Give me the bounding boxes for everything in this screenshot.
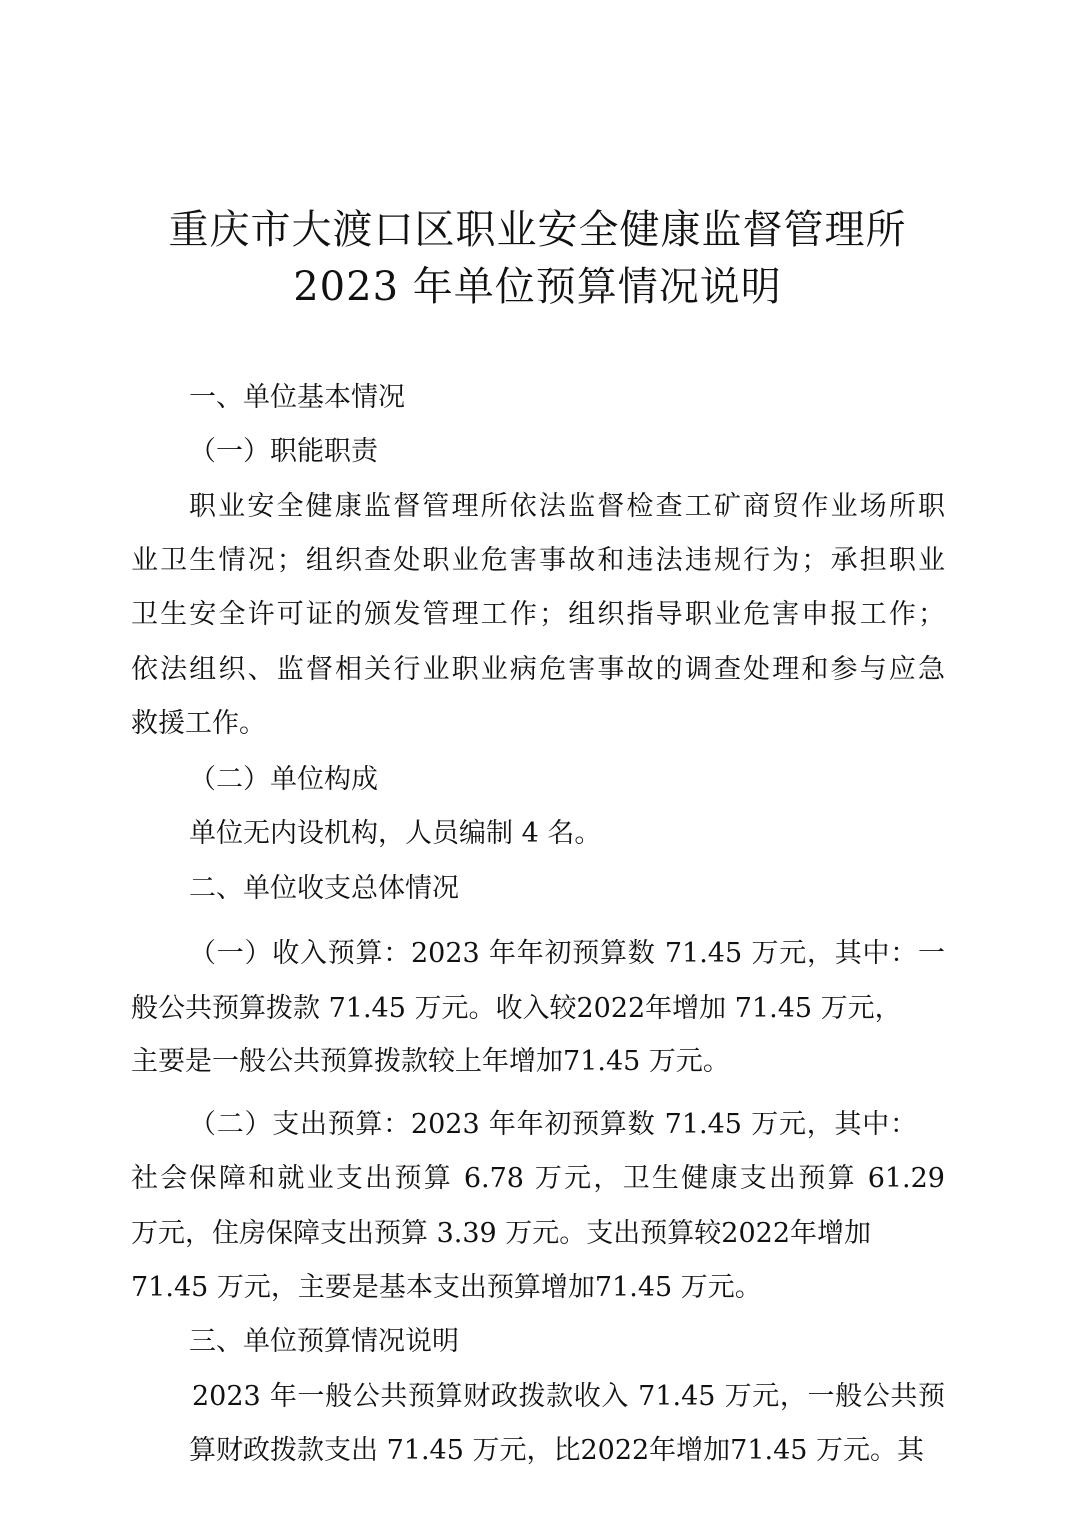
document-title-line-2: 2023 年单位预算情况说明 (293, 264, 782, 310)
subsection-heading: （一）职能职责 (189, 436, 378, 467)
paragraph-line: （二）支出预算：2023 年年初预算数 71.45 万元，其中： (189, 1109, 917, 1140)
paragraph-line: 业卫生情况；组织查处职业危害事故和违法违规行为；承担职业 (131, 545, 945, 576)
paragraph-line: 般公共预算拨款 71.45 万元。收入较2022年增加 71.45 万元， (131, 993, 902, 1024)
paragraph-line: 71.45 万元，主要是基本支出预算增加71.45 万元。 (131, 1272, 762, 1303)
section-heading-1: 一、单位基本情况 (189, 382, 405, 413)
section-heading-3: 三、单位预算情况说明 (189, 1326, 459, 1357)
paragraph-line: 依法组织、监督相关行业职业病危害事故的调查处理和参与应急 (131, 654, 945, 685)
paragraph-line: 卫生安全许可证的颁发管理工作；组织指导职业危害申报工作； (131, 599, 945, 630)
paragraph-line: 2023 年一般公共预算财政拨款收入 71.45 万元，一般公共预 (192, 1381, 945, 1412)
paragraph-line: 社会保障和就业支出预算 6.78 万元，卫生健康支出预算 61.29 (131, 1163, 945, 1194)
paragraph-line: 主要是一般公共预算拨款较上年增加71.45 万元。 (131, 1046, 730, 1077)
paragraph-line: 算财政拨款支出 71.45 万元，比2022年增加71.45 万元。其 (189, 1435, 925, 1466)
paragraph-line: 职业安全健康监督管理所依法监督检查工矿商贸作业场所职 (189, 491, 945, 522)
paragraph-line: （一）收入预算：2023 年年初预算数 71.45 万元，其中：一 (189, 938, 945, 969)
paragraph-line: 万元，住房保障支出预算 3.39 万元。支出预算较2022年增加 (131, 1218, 871, 1249)
subsection-heading: （二）单位构成 (189, 764, 378, 795)
document-title-line-1: 重庆市大渡口区职业安全健康监督管理所 (168, 207, 907, 253)
section-heading-2: 二、单位收支总体情况 (189, 873, 459, 904)
paragraph-line: 救援工作。 (131, 708, 266, 739)
paragraph-line: 单位无内设机构，人员编制 4 名。 (189, 818, 602, 849)
